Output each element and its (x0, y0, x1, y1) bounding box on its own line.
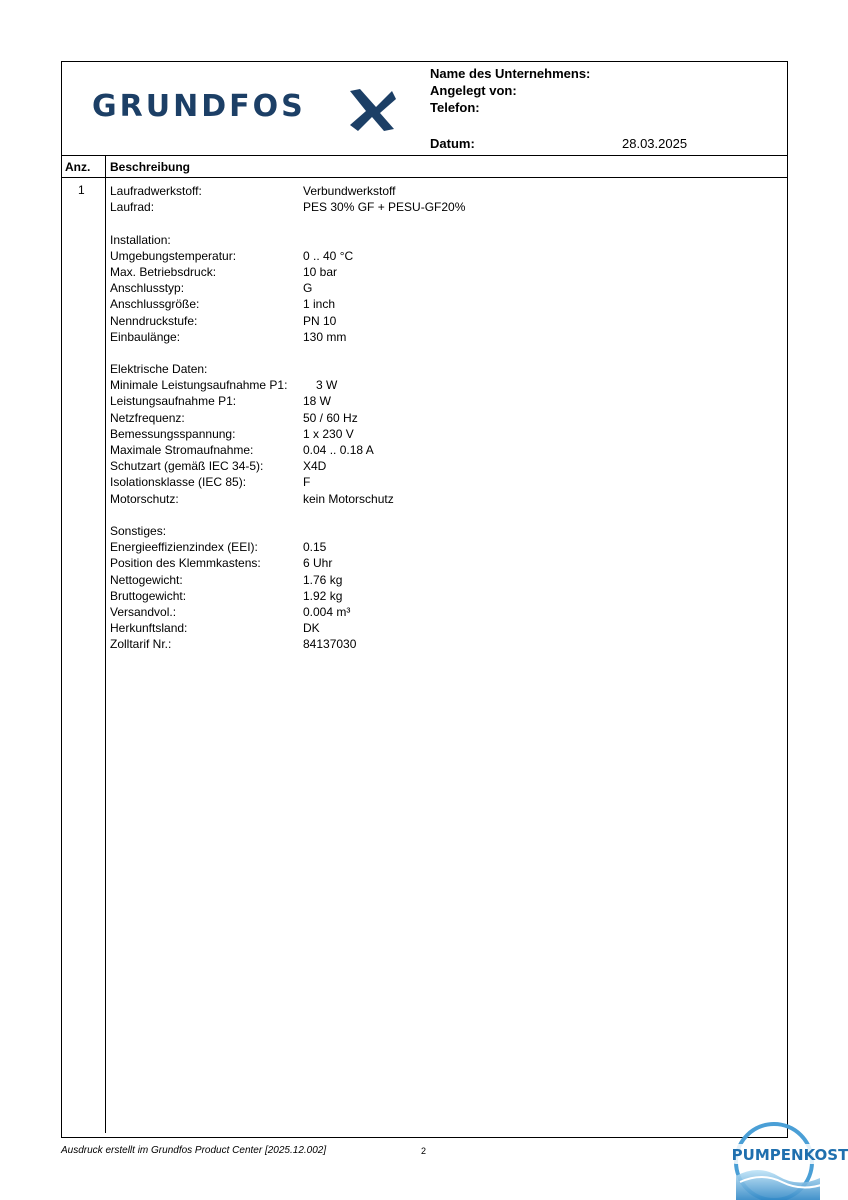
column-qty: Anz. (65, 160, 91, 174)
company-label: Name des Unternehmens: (430, 66, 591, 81)
item-position: 1 (78, 183, 85, 197)
footer-note: Ausdruck erstellt im Grundfos Product Center [2025.12.002] (61, 1145, 327, 1156)
created-by-label: Angelegt von: (430, 83, 517, 98)
pumpenkost-logo (728, 1120, 848, 1200)
column-description: Beschreibung (110, 160, 191, 174)
date-label: Datum: (430, 136, 475, 151)
grundfos-logo (92, 85, 402, 133)
date-value: 28.03.2025 (622, 136, 688, 151)
grundfos-wordmark: GRUNDFOS (92, 89, 306, 124)
column-header-divider (62, 177, 787, 178)
grundfos-x-icon (346, 85, 398, 133)
phone-label: Telefon: (430, 100, 480, 115)
header-divider (62, 155, 787, 156)
pumpenkost-logo-text: PUMPENKOST (731, 1146, 848, 1164)
column-divider (105, 156, 106, 1133)
page-number: 2 (421, 1146, 427, 1156)
